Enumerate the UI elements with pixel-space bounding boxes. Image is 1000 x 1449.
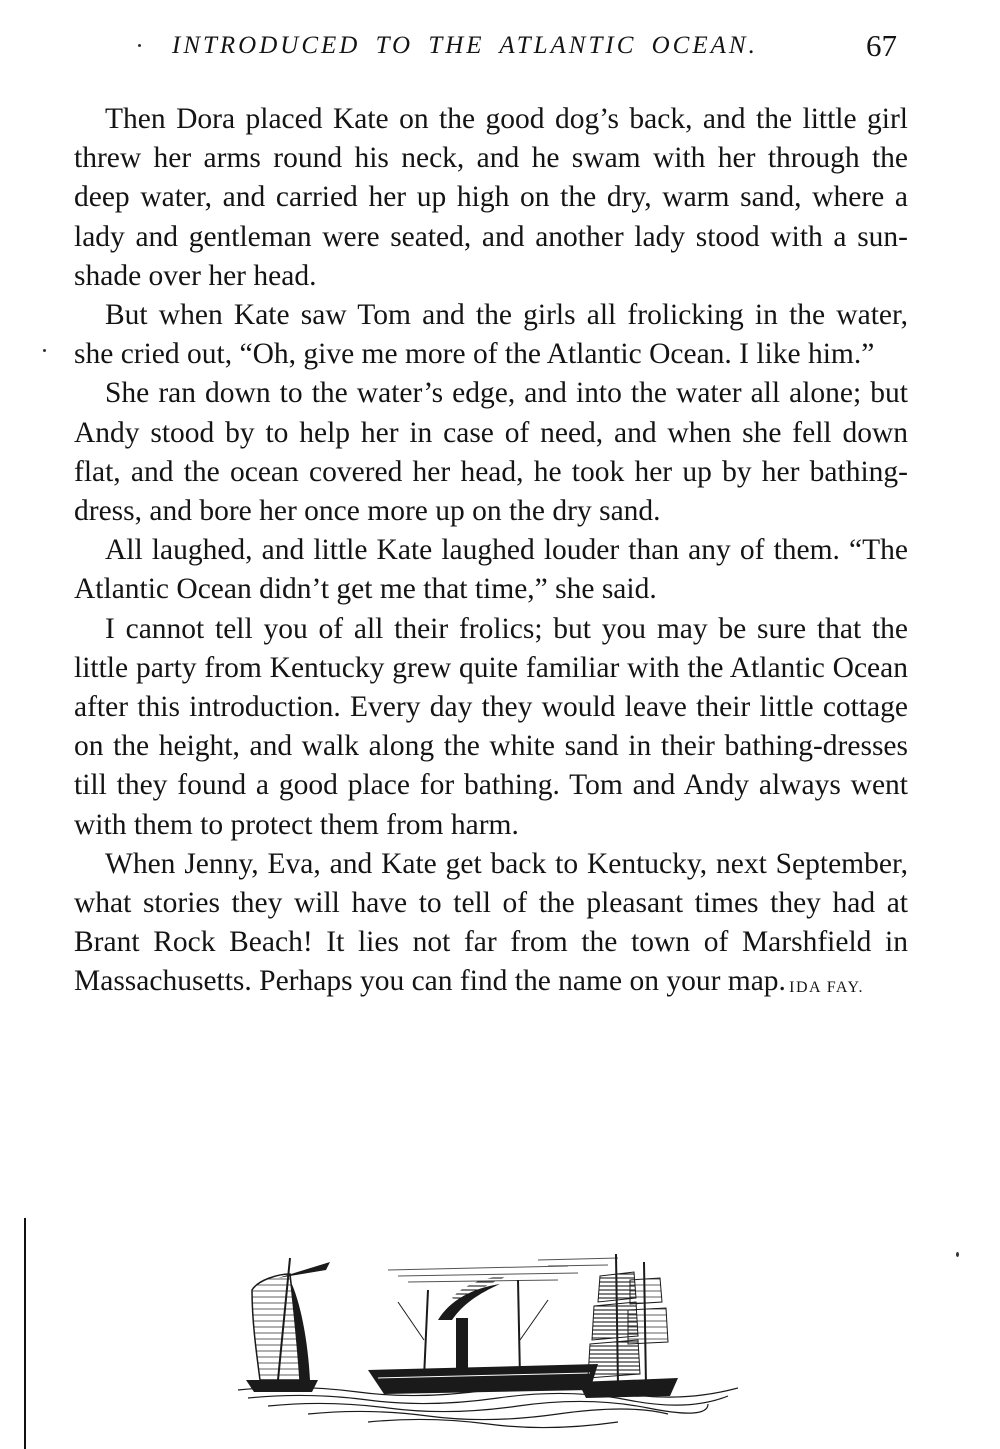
- page-number: 67: [866, 28, 897, 63]
- margin-mark: [956, 1252, 959, 1257]
- sailing-ship-left: [246, 1258, 330, 1392]
- body-text: [74, 100, 908, 1008]
- margin-mark: [138, 44, 141, 47]
- margin-mark: [43, 349, 46, 352]
- paragraph: All laughed, and little Kate laughed louder than any of them. “The Atlantic Ocean didn’t get me that time,” she said.: [74, 534, 908, 606]
- author-signature: IDA FAY.: [789, 979, 864, 997]
- page-header: [0, 22, 1000, 72]
- paragraph: Then Dora placed Kate on the good dog’s back, and the little girl threw her arms round his neck, and he swam with her through the deep water, and carried her up high on the dry, warm sand, where a lady and gentleman were seated, and another lady stood with a sun-shade over her head.: [74, 103, 908, 292]
- page-edge-rule: [24, 1218, 26, 1449]
- paragraph: She ran down to the water’s edge, and into the water all alone; but Andy stood by to help her in case of need, and when she fell down flat, and the ocean covered her head, he took her up by her bathing-dress, and bore her once more up on the dry sand.: [74, 377, 908, 528]
- ships-engraving: [238, 1240, 738, 1430]
- paragraph: I cannot tell you of all their frolics; but you may be sure that the little party from Kentucky grew quite familiar with the Atlantic Ocean after this introduction. Every day they would leave their little cottage on the height, and walk along the white sand in their bathing-dresses till they found a good place for bathing. Tom and Andy always went with them to protect them from harm.: [74, 612, 908, 841]
- running-title: INTRODUCED TO THE ATLANTIC OCEAN.: [172, 32, 758, 59]
- paragraph: But when Kate saw Tom and the girls all frolicking in the water, she cried out, “Oh, give me more of the Atlantic Ocean. I like him.”: [74, 299, 908, 371]
- paragraph-text: When Jenny, Eva, and Kate get back to Kentucky, next September, what stories they will have to tell of the pleasant times they had at Brant Rock Beach! It lies not far from the town of Marshfield in Massachusetts. Perhaps you can find the name on your map.: [74, 847, 908, 998]
- steamship: [368, 1276, 598, 1394]
- paragraph: [74, 845, 908, 1002]
- tall-ship-right: [578, 1254, 678, 1398]
- sky-streaks: [388, 1258, 618, 1282]
